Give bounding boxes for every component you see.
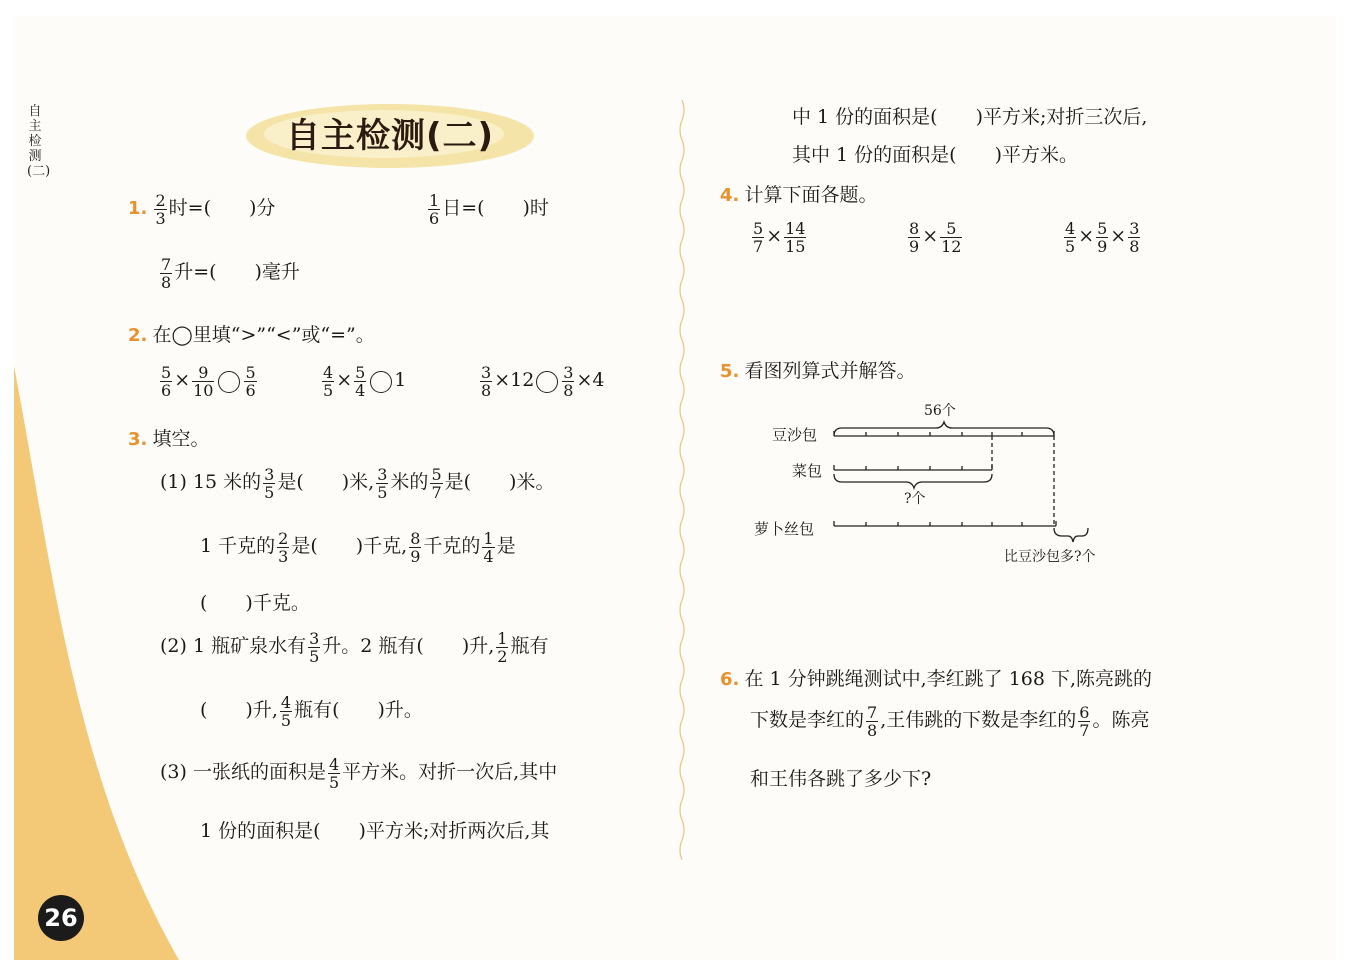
q1-b-text: 日=( )时	[442, 197, 549, 219]
sidebar-section-label: 自主检测(二)	[27, 104, 51, 179]
fraction: $\frac{7}{8}$	[161, 255, 172, 292]
times-sign: ×	[1110, 225, 1127, 247]
times-sign: ×	[174, 369, 191, 391]
q2-compare-a	[158, 364, 259, 399]
q6-text-1: 在 1 分钟跳绳测试中,李红跳了 168 下,陈亮跳的	[744, 668, 1153, 690]
q3-instruction: 填空。	[152, 428, 210, 450]
question-6-line-2: 下数是李红的 $\frac{7}{8}$ ,王伟跳的下数是李红的 $\frac{6}{7}$ 。陈亮	[750, 703, 1150, 740]
top-brace	[834, 422, 1054, 436]
diagram-top-label: 56个	[924, 403, 956, 419]
diagram-mid-label: ?个	[904, 491, 926, 507]
q3-p1-line-3: ( )千克。	[200, 592, 310, 614]
fraction: $\frac{8}{9}$	[909, 219, 920, 256]
question-2-heading	[128, 320, 375, 347]
q1-a-text: 时=( )分	[168, 197, 276, 219]
times-sign: ×	[922, 225, 939, 247]
question-number: 2.	[128, 325, 148, 346]
mid-brace	[834, 474, 992, 488]
fraction: $\frac{1}{4}$	[483, 529, 494, 566]
q4-expression-c	[1062, 220, 1142, 255]
fraction: $\frac{3}{8}$	[1129, 219, 1140, 256]
question-6-line-1	[720, 664, 1152, 691]
q2-compare-b	[320, 364, 406, 399]
fraction: $\frac{4}{5}$	[328, 755, 340, 792]
times-sign: ×	[1078, 225, 1095, 247]
fraction: $\frac{7}{8}$	[867, 703, 878, 740]
fraction: $\frac{3}{8}$	[563, 363, 574, 400]
q3-p1-line-1: (1) 15 米的 $\frac{3}{5}$ 是( )米, $\frac{3}{5}$ 米的 $\frac{5}{7}$ 是( )米。	[160, 465, 555, 502]
q3-p3-line-1: (3) 一张纸的面积是 $\frac{4}{5}$ 平方米。对折一次后,其中	[160, 755, 558, 792]
times-sign: ×	[336, 369, 353, 391]
segment-diagram	[828, 420, 1098, 550]
question-1-line-1	[128, 192, 275, 227]
q3-p3-line-2: 1 份的面积是( )平方米;对折两次后,其	[200, 820, 550, 842]
q3-p1-line-2: 1 千克的 $\frac{2}{3}$ 是( )千克, $\frac{8}{9}$ 千克的 $\frac{1}{4}$ 是	[200, 529, 516, 566]
question-number: 1.	[128, 198, 148, 219]
fraction: $\frac{3}{5}$	[309, 629, 320, 666]
fraction: $\frac{5}{6}$	[245, 363, 256, 400]
fraction: $\frac{5}{7}$	[431, 465, 442, 502]
question-1-c	[158, 256, 300, 291]
diagram-row-label-radish-bun: 萝卜丝包	[754, 520, 815, 538]
fraction: $\frac{5}{6}$	[161, 363, 172, 400]
q3-p3-line-4: 其中 1 份的面积是( )平方米。	[792, 144, 1078, 166]
fraction: $\frac{8}{9}$	[410, 529, 421, 566]
fraction: $\frac{5}{7}$	[753, 219, 764, 256]
fraction: $\frac{3}{5}$	[377, 465, 388, 502]
fraction: $\frac{5}{9}$	[1097, 219, 1108, 256]
question-number: 5.	[720, 361, 740, 382]
question-3-heading	[128, 424, 209, 451]
diagram-row-label-veg-bun: 菜包	[792, 462, 823, 480]
q4-instruction: 计算下面各题。	[744, 184, 878, 206]
page-title-banner	[244, 98, 536, 170]
q3-p2-line-1: (2) 1 瓶矿泉水有 $\frac{3}{5}$ 升。2 瓶有( )升, $\frac{1}{2}$ 瓶有	[160, 629, 549, 666]
question-6-line-3: 和王伟各跳了多少下?	[750, 768, 932, 790]
question-number: 4.	[720, 185, 740, 206]
fraction: $\frac{4}{5}$	[280, 693, 292, 730]
fraction: $\frac{4}{5}$	[323, 363, 334, 400]
compare-circle-input[interactable]	[536, 371, 558, 393]
question-4-heading	[720, 180, 877, 207]
fraction: $\frac{1}{2}$	[497, 629, 508, 666]
fraction: $\frac{2}{3}$	[155, 191, 166, 228]
q5-instruction: 看图列算式并解答。	[744, 360, 916, 382]
q2-instruction: 在◯里填“>”“<”或“=”。	[152, 324, 375, 346]
page-divider	[676, 100, 688, 860]
fraction: $\frac{6}{7}$	[1079, 703, 1090, 740]
q2-compare-c	[478, 364, 605, 399]
fraction: $\frac{5}{4}$	[355, 363, 366, 400]
fraction: $\frac{1}{6}$	[429, 191, 440, 228]
page-number: 26	[38, 895, 84, 941]
times-sign: ×	[766, 225, 783, 247]
q1-c-text: 升=( )毫升	[174, 261, 300, 283]
rhs-value: 1	[394, 369, 407, 391]
fraction: $\frac{2}{3}$	[278, 529, 289, 566]
q3-p3-line-3: 中 1 份的面积是( )平方米;对折三次后,	[792, 106, 1148, 128]
fraction: $\frac{3}{5}$	[264, 465, 275, 502]
fraction: $\frac{3}{8}$	[481, 363, 492, 400]
q3-p2-line-2: ( )升, $\frac{4}{5}$ 瓶有( )升。	[200, 693, 423, 730]
question-1-b	[426, 192, 549, 227]
compare-circle-input[interactable]	[370, 371, 392, 393]
times-four: ×4	[576, 369, 605, 391]
diagram-bottom-label: 比豆沙包多?个	[1004, 549, 1096, 565]
fraction: $\frac{5}{12}$	[941, 219, 962, 256]
question-5-heading	[720, 356, 915, 383]
fraction: $\frac{4}{5}$	[1065, 219, 1076, 256]
question-number: 6.	[720, 669, 740, 690]
extra-brace	[1054, 528, 1088, 542]
fraction: $\frac{9}{10}$	[193, 363, 214, 400]
q4-expression-a	[750, 220, 808, 255]
fraction: $\frac{14}{15}$	[785, 219, 806, 256]
page-title: 自主检测(二)	[285, 116, 495, 156]
question-number: 3.	[128, 429, 148, 450]
q4-expression-b	[906, 220, 964, 255]
times-twelve: ×12	[494, 369, 535, 391]
diagram-row-label-bean-bun: 豆沙包	[772, 426, 818, 444]
compare-circle-input[interactable]	[218, 371, 240, 393]
